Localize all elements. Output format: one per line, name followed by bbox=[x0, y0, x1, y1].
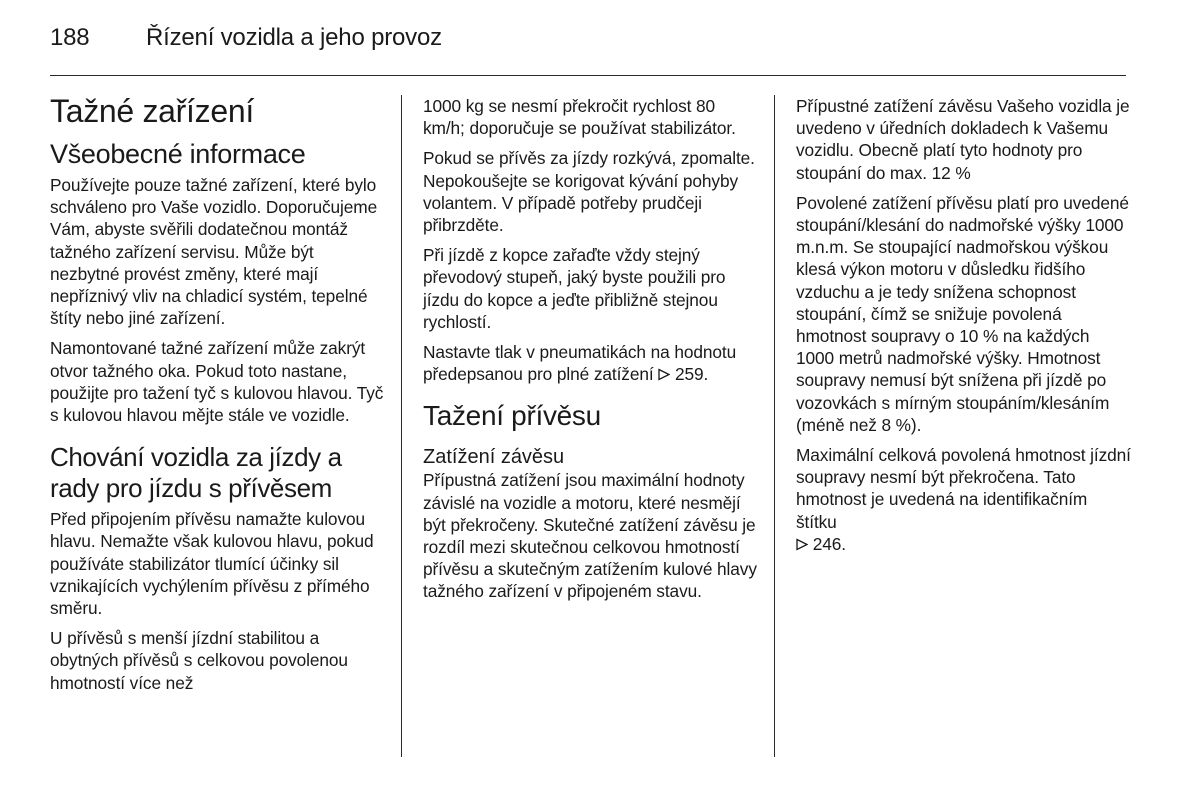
paragraph-text: Nastavte tlak v pneumatikách na hodnotu předepsanou pro plné zatížení bbox=[423, 342, 737, 385]
header-rule bbox=[50, 75, 1126, 76]
cross-reference-page: 246. bbox=[812, 533, 846, 554]
subsection-heading: Chování vozidla za jízdy a rady pro jízdu s přívěsem bbox=[50, 442, 342, 504]
paragraph: U přívěsů s menší jízdní stabilitou a obytných přívěsů s celkovou povolenou hmotností více než bbox=[50, 628, 348, 693]
column-divider bbox=[774, 95, 775, 757]
cross-reference-link[interactable] bbox=[796, 534, 846, 554]
page-number: 188 bbox=[50, 24, 90, 51]
minor-heading: Zatížení závěsu bbox=[423, 446, 565, 469]
paragraph: Přípustné zatížení závěsu Vašeho vozidla je uvedeno v úředních dokladech k Vašemu vozidlu. Obecně platí tyto hodnoty pro stoupání do max. 12 % bbox=[796, 96, 1130, 183]
paragraph: Používejte pouze tažné zařízení, které bylo schváleno pro Vaše vozidlo. Doporučujeme Vám, abyste svěřili dodatečnou montáž tažného zařízení servisu. Může být nezbytné provést změny, které mají nepříznivý vliv na chladicí systém, tepelné štíty nebo jiné zařízení. bbox=[50, 175, 378, 329]
column-2 bbox=[423, 95, 759, 611]
cross-reference-page: 259. bbox=[674, 364, 709, 385]
paragraph: Při jízdě z kopce zařaďte vždy stejný převodový stupeň, jaký byste použili pro jízdu do kopce a jeďte přibližně stejnou rychlostí. bbox=[423, 245, 726, 332]
paragraph: Namontované tažné zařízení může zakrýt otvor tažného oka. Pokud toto nastane, použijte pro tažení tyč s kulovou hlavou. Tyč s kulovou hlavou mějte stále ve vozidle. bbox=[50, 338, 384, 426]
paragraph: Povolené zatížení přívěsu platí pro uvedené stoupání/klesání do nadmořské výšky 1000 m.n.m. Se stoupající nadmořskou výškou klesá výkon motoru v důsledku řidšího vzduchu a je tedy snížena schopnost stoupání, čímž se snižuje povolená hmotnost soupravy o 10 % na každých 1000 metrů nadmořské výšky. Hmotnost soupravy nemusí být snížena při jízdě po vozovkách s mírným stoupáním/klesáním (méně než 8 %). bbox=[796, 192, 1129, 435]
page-header bbox=[50, 24, 442, 52]
subsection-heading: Tažení přívěsu bbox=[423, 400, 601, 432]
triangle-pointer-icon bbox=[658, 368, 670, 381]
paragraph: Pokud se přívěs za jízdy rozkývá, zpomalte. Nepokoušejte se korigovat kývání pohyby volantem. V případě potřeby prudčeji přibrzděte. bbox=[423, 148, 755, 236]
paragraph bbox=[796, 444, 1132, 555]
paragraph: Přípustná zatížení jsou maximální hodnoty závislé na vozidle a motoru, které nesmějí být překročeny. Skutečné zatížení závěsu je rozdíl mezi skutečnou celkovou hmotností přívěsu a skutečným zatížením kulové hlavy tažného zařízení v připojeném stavu. bbox=[423, 470, 757, 602]
column-divider bbox=[401, 95, 402, 757]
paragraph-text: Maximální celková povolená hmotnost jízdní soupravy nesmí být překročena. Tato hmotnost je uvedená na identifikačním štítku bbox=[796, 445, 1131, 532]
triangle-pointer-icon bbox=[796, 538, 808, 551]
chapter-title: Řízení vozidla a jeho provoz bbox=[146, 24, 442, 51]
section-title: Tažné zařízení bbox=[50, 93, 254, 129]
paragraph: Před připojením přívěsu namažte kulovou hlavu. Nemažte však kulovou hlavu, pokud používáte stabilizátor tlumící účinky sil vznikajících vychýlením přívěsu z přímého směru. bbox=[50, 509, 374, 619]
paragraph: 1000 kg se nesmí překročit rychlost 80 km/h; doporučuje se používat stabilizátor. bbox=[423, 96, 736, 139]
cross-reference-link[interactable] bbox=[658, 364, 708, 384]
paragraph bbox=[423, 341, 759, 385]
column-1 bbox=[50, 92, 386, 702]
subsection-heading: Všeobecné informace bbox=[50, 139, 306, 169]
column-3 bbox=[796, 95, 1132, 563]
